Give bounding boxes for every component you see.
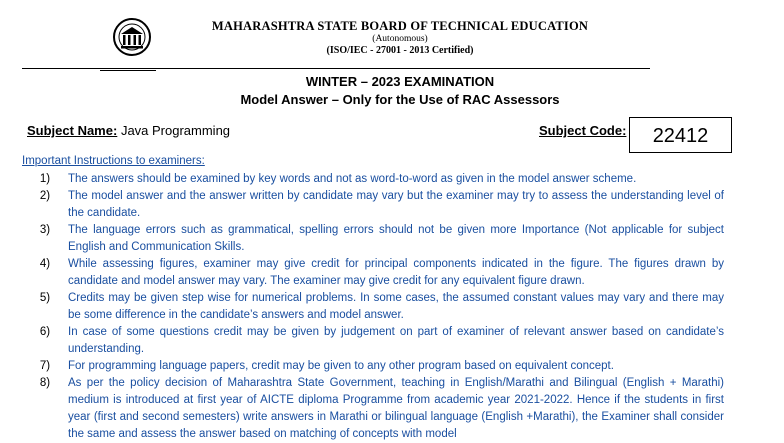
list-item: 2) The model answer and the answer written by candidate may vary but the examiner may try to assess the understanding level of the candidate. [39, 190, 724, 219]
subject-name-label: Subject Name: [27, 123, 118, 138]
subject-code-value: 22412 [629, 117, 732, 153]
subject-name [27, 123, 230, 138]
exam-subtitle: Model Answer – Only for the Use of RAC Assessors [240, 91, 560, 107]
list-item: 7) For programming language papers, credit may be given to any other program based on equivalent concept. [39, 360, 614, 372]
certification-label: (ISO/IEC - 27001 - 2013 Certified) [326, 45, 474, 57]
exam-heading [160, 73, 640, 108]
board-name: MAHARASHTRA STATE BOARD OF TECHNICAL EDUCATION [211, 19, 589, 33]
list-item: 3) The language errors such as grammatical, spelling errors should not be given more Importance (Not applicable for subject English and Communication Skills. [39, 224, 724, 253]
exam-title: WINTER – 2023 EXAMINATION [305, 74, 495, 89]
board-header [160, 19, 640, 57]
instructions-list [22, 171, 724, 443]
header-divider-accent [100, 70, 156, 71]
header-divider [22, 68, 650, 69]
instructions-title: Important Instructions to examiners: [22, 155, 205, 167]
subject-name-value: Java Programming [120, 123, 231, 138]
list-item: 5) Credits may be given step wise for numerical problems. In some cases, the assumed constant values may vary and there may be some difference in the candidate’s answers and model answer. [39, 292, 724, 321]
list-item: 4) While assessing figures, examiner may give credit for principal components indicated in the figure. The figures drawn by candidate and model answer may vary. The examiner may give credit for any equivalent figure drawn. [39, 258, 724, 287]
list-item: 1) The answers should be examined by key words and not as word-to-word as given in the model answer scheme. [39, 173, 637, 185]
msbte-logo-icon [112, 17, 152, 57]
list-item: 8) As per the policy decision of Maharashtra State Government, teaching in English/Marathi and Bilingual (English + Marathi) medium is introduced at first year of AICTE diploma Programme from academic year 2021-2022. Hence if the students in first year (first and second semesters) write answers in Marathi or bilingual language (English +Marathi), the Examiner shall consider the same and assess the answer based on matching of concepts with model [39, 377, 724, 440]
subject-code-label: Subject Code: [539, 123, 627, 138]
autonomous-label: (Autonomous) [372, 34, 428, 44]
list-item: 6) In case of some questions credit may be given by judgement on part of examiner of relevant answer based on candidate’s understanding. [39, 326, 724, 355]
